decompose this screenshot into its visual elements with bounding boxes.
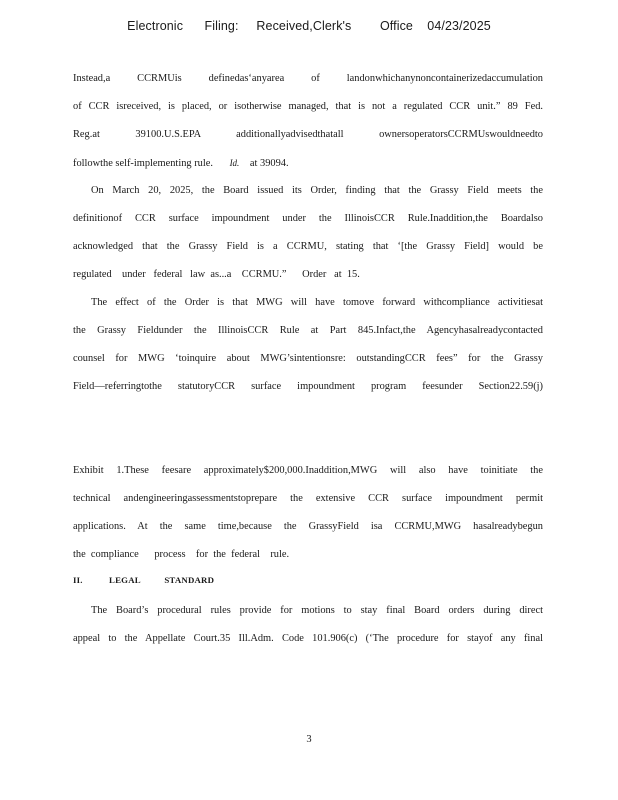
body-line: regulated under federal law as...a CCRMU.” Order at 15. (73, 269, 360, 280)
body-line: Reg.at 39100.U.S.EPA additionallyadvisedthatall ownersoperatorsCCRMUswouldneedto (73, 129, 543, 140)
body-text: at 39094. (249, 158, 289, 169)
section-heading: II. LEGAL STANDARD (73, 575, 215, 585)
body-line: definitionof CCR surface impoundment under the IllinoisCCR Rule.Inaddition,the Boardalso (73, 213, 543, 224)
body-line: On March 20, 2025, the Board issued its Order, finding that the Grassy Field meets the (91, 185, 543, 196)
page-number: 3 (306, 734, 312, 745)
body-text: followthe self-implementing rule. (73, 158, 213, 169)
body-line (73, 408, 543, 422)
body-line: Field—referringtothe statutoryCCR surface impoundment program feesunder Section22.59(j) (73, 381, 543, 392)
body-line: of CCR isreceived, is placed, or isotherwise managed, that is not a regulated CCR unit.” 89 Fed. (73, 101, 543, 112)
body-line (73, 436, 543, 450)
citation-id: Id. (229, 158, 240, 168)
body-line: Exhibit 1.These feesare approximately$200,000.Inaddition,MWG will also have toinitiate the (73, 465, 543, 476)
body-line (73, 688, 543, 702)
body-line: the compliance process for the federal rule. (73, 549, 290, 560)
body-line: counsel for MWG ‘toinquire about MWG’sintentionsre: outstandingCCR fees” for the Grassy (73, 353, 543, 364)
body-line: acknowledged that the Grassy Field is a CCRMU, stating that ‘[the Grassy Field] would be (73, 241, 543, 252)
body-line: appeal to the Appellate Court.35 Ill.Adm. Code 101.906(c) (‘The procedure for stayof any final (73, 633, 543, 644)
body-line: technical andengineeringassessmentstoprepare the extensive CCR surface impoundment permit (73, 493, 543, 504)
body-line (73, 660, 543, 674)
body-line: The Board’s procedural rules provide for motions to stay final Board orders during direct (91, 605, 543, 616)
body-line: The effect of the Order is that MWG will have tomove forward withcompliance activitiesat (91, 297, 543, 308)
body-line: Instead,a CCRMUis definedas‘anyarea of landonwhichanynoncontainerizedaccumulation (73, 73, 543, 84)
electronic-filing-header: Electronic Filing: Received,Clerk's Office 04/23/2025 (127, 19, 491, 33)
body-line: the Grassy Fieldunder the IllinoisCCR Rule at Part 845.Infact,the Agencyhasalreadycontacted (73, 325, 543, 336)
body-line: applications. At the same time,because the GrassyField isa CCRMU,MWG hasalreadybegun (73, 521, 543, 532)
body-line (73, 156, 543, 170)
